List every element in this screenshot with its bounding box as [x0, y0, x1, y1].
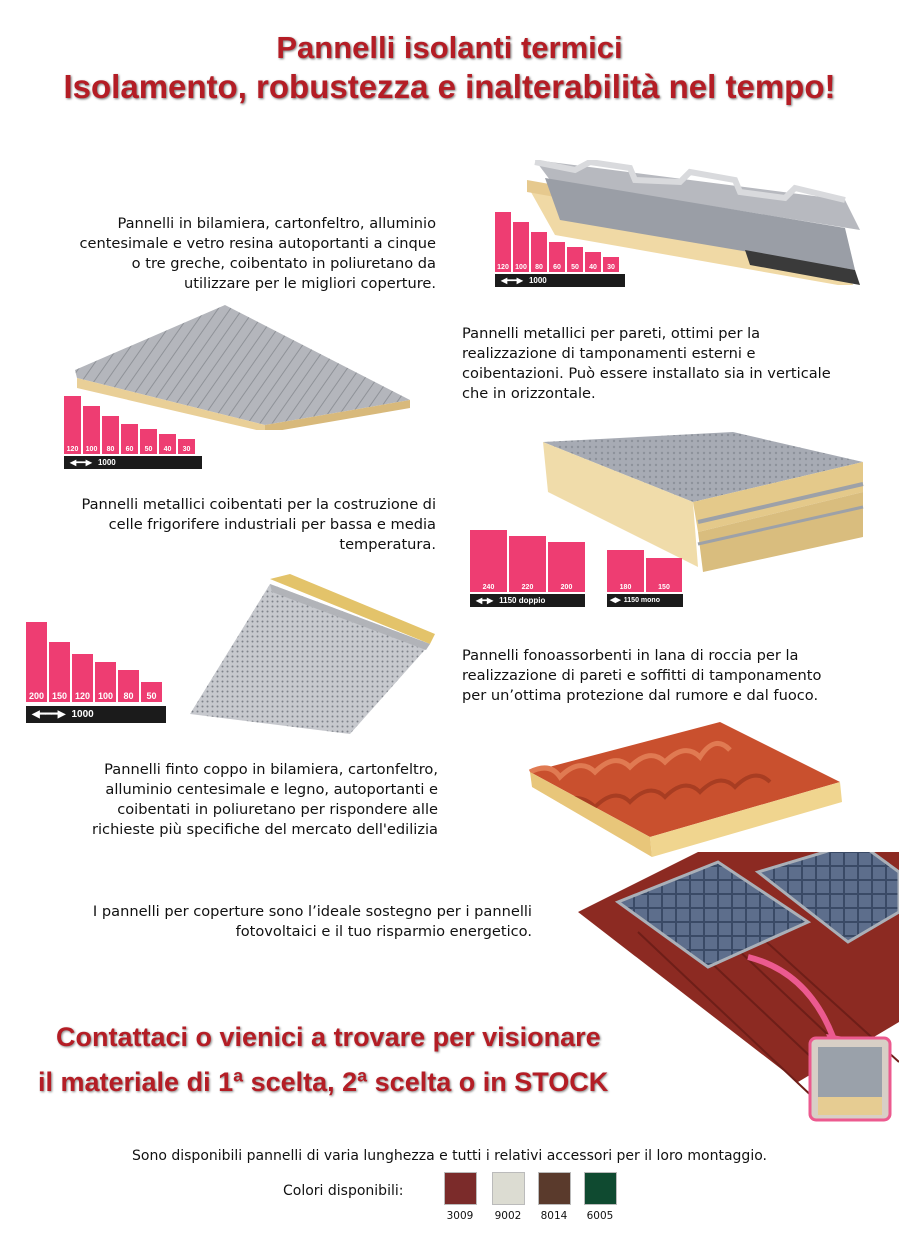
width-scale: ◀━▶ 1150 doppio: [470, 594, 585, 607]
cold-room-description: [20, 495, 436, 555]
text-line: Pannelli fonoassorbenti in lana di roccia per la: [462, 647, 799, 664]
bar: 200: [26, 622, 47, 702]
acoustic-panel-image: [190, 574, 440, 734]
bar: 220: [509, 536, 546, 592]
bar: 80: [102, 416, 119, 454]
swatch: [444, 1172, 477, 1205]
swatch: [584, 1172, 617, 1205]
roof-description: [40, 214, 436, 294]
text-line: o tre greche, coibentato in poliuretano da: [131, 255, 436, 272]
width-scale: ◀━━▶ 1000: [495, 274, 625, 287]
cold-mono-chart: [607, 550, 683, 606]
text-line: coibentati in poliuretano per rispondere alle: [117, 801, 438, 818]
bar: 120: [72, 654, 93, 702]
text-line: realizzazione di tamponamenti esterni e: [462, 345, 756, 362]
bar: 30: [603, 257, 619, 272]
bar: 180: [607, 550, 644, 592]
width-scale: ◀━━━▶ 1000: [26, 706, 166, 723]
bar: 30: [178, 439, 195, 454]
text-line: Pannelli in bilamiera, cartonfeltro, alluminio: [117, 215, 436, 232]
coppo-description: [30, 760, 438, 840]
bar: 50: [567, 247, 583, 272]
text-line: Pannelli metallici coibentati per la costruzione di: [81, 496, 436, 513]
text-line: Pannelli finto coppo in bilamiera, cartonfeltro,: [104, 761, 438, 778]
text-line: coibentazioni. Può essere installato sia in verticale: [462, 365, 831, 382]
swatch: [538, 1172, 571, 1205]
color-swatch-3009: [444, 1172, 477, 1205]
text-line: alluminio centesimale e legno, autoportanti e: [105, 781, 438, 798]
wall-description: [462, 324, 882, 404]
bar: 40: [159, 434, 176, 454]
bar: 120: [64, 396, 81, 454]
bar: 50: [141, 682, 162, 702]
text-line: realizzazione di pareti e soffitti di tamponamento: [462, 667, 822, 684]
coppo-panel-image: [520, 722, 850, 857]
cold-double-chart: [470, 530, 585, 606]
text-line: per un’ottima protezione dal rumore e dal fuoco.: [462, 687, 819, 704]
width-scale: ◀▶ 1150 mono: [607, 594, 683, 607]
solar-description: [20, 902, 532, 942]
bar: 80: [118, 670, 139, 702]
color-swatch-6005: [584, 1172, 617, 1205]
text-line: centesimale e vetro resina autoportanti a cinque: [79, 235, 436, 252]
roof-panel-image: [515, 160, 865, 285]
bar: 40: [585, 252, 601, 272]
bar: 200: [548, 542, 585, 592]
color-code: 8014: [540, 1210, 568, 1222]
text-line: temperatura.: [339, 536, 436, 553]
color-swatch-9002: [492, 1172, 525, 1205]
bar: 240: [470, 530, 507, 592]
wall-thickness-chart: [64, 396, 202, 470]
text-line: I pannelli per coperture sono l’ideale sostegno per i pannelli: [92, 903, 532, 920]
swatch: [492, 1172, 525, 1205]
text-line: richieste più specifiche del mercato dell'edilizia: [91, 821, 438, 838]
page-title: Pannelli isolanti termici: [276, 30, 623, 65]
page-subtitle: Isolamento, robustezza e inalterabilità nel tempo!: [63, 68, 836, 105]
bar: 100: [83, 406, 100, 454]
color-swatch-8014: [538, 1172, 571, 1205]
availability-note: Sono disponibili pannelli di varia lunghezza e tutti i relativi accessori per il loro montaggio.: [132, 1148, 767, 1164]
cta-line-1: Contattaci o vienici a trovare per visionare: [56, 1022, 601, 1052]
color-code: 3009: [446, 1210, 474, 1222]
bar: 80: [531, 232, 547, 272]
bar: 100: [513, 222, 529, 272]
bar: 150: [49, 642, 70, 702]
width-scale: ◀━━▶ 1000: [64, 456, 202, 469]
bar: 60: [549, 242, 565, 272]
text-line: fotovoltaici e il tuo risparmio energetico.: [235, 923, 532, 940]
text-line: Pannelli metallici per pareti, ottimi per la: [462, 325, 761, 342]
text-line: che in orizzontale.: [462, 385, 596, 402]
bar: 150: [646, 558, 682, 592]
bar: 50: [140, 429, 157, 454]
acoustic-thickness-chart: [26, 622, 166, 722]
text-line: utilizzare per le migliori coperture.: [184, 275, 436, 292]
solar-roof-image: [578, 852, 899, 1127]
acoustic-description: [462, 646, 882, 706]
bar: 120: [495, 212, 511, 272]
colors-label: Colori disponibili:: [283, 1183, 404, 1199]
bar: 60: [121, 424, 138, 454]
color-code: 9002: [494, 1210, 522, 1222]
bar: 100: [95, 662, 116, 702]
color-code: 6005: [586, 1210, 614, 1222]
text-line: celle frigorifere industriali per bassa e media: [108, 516, 436, 533]
cta-line-2: il materiale di 1ª scelta, 2ª scelta o in STOCK: [38, 1067, 609, 1097]
